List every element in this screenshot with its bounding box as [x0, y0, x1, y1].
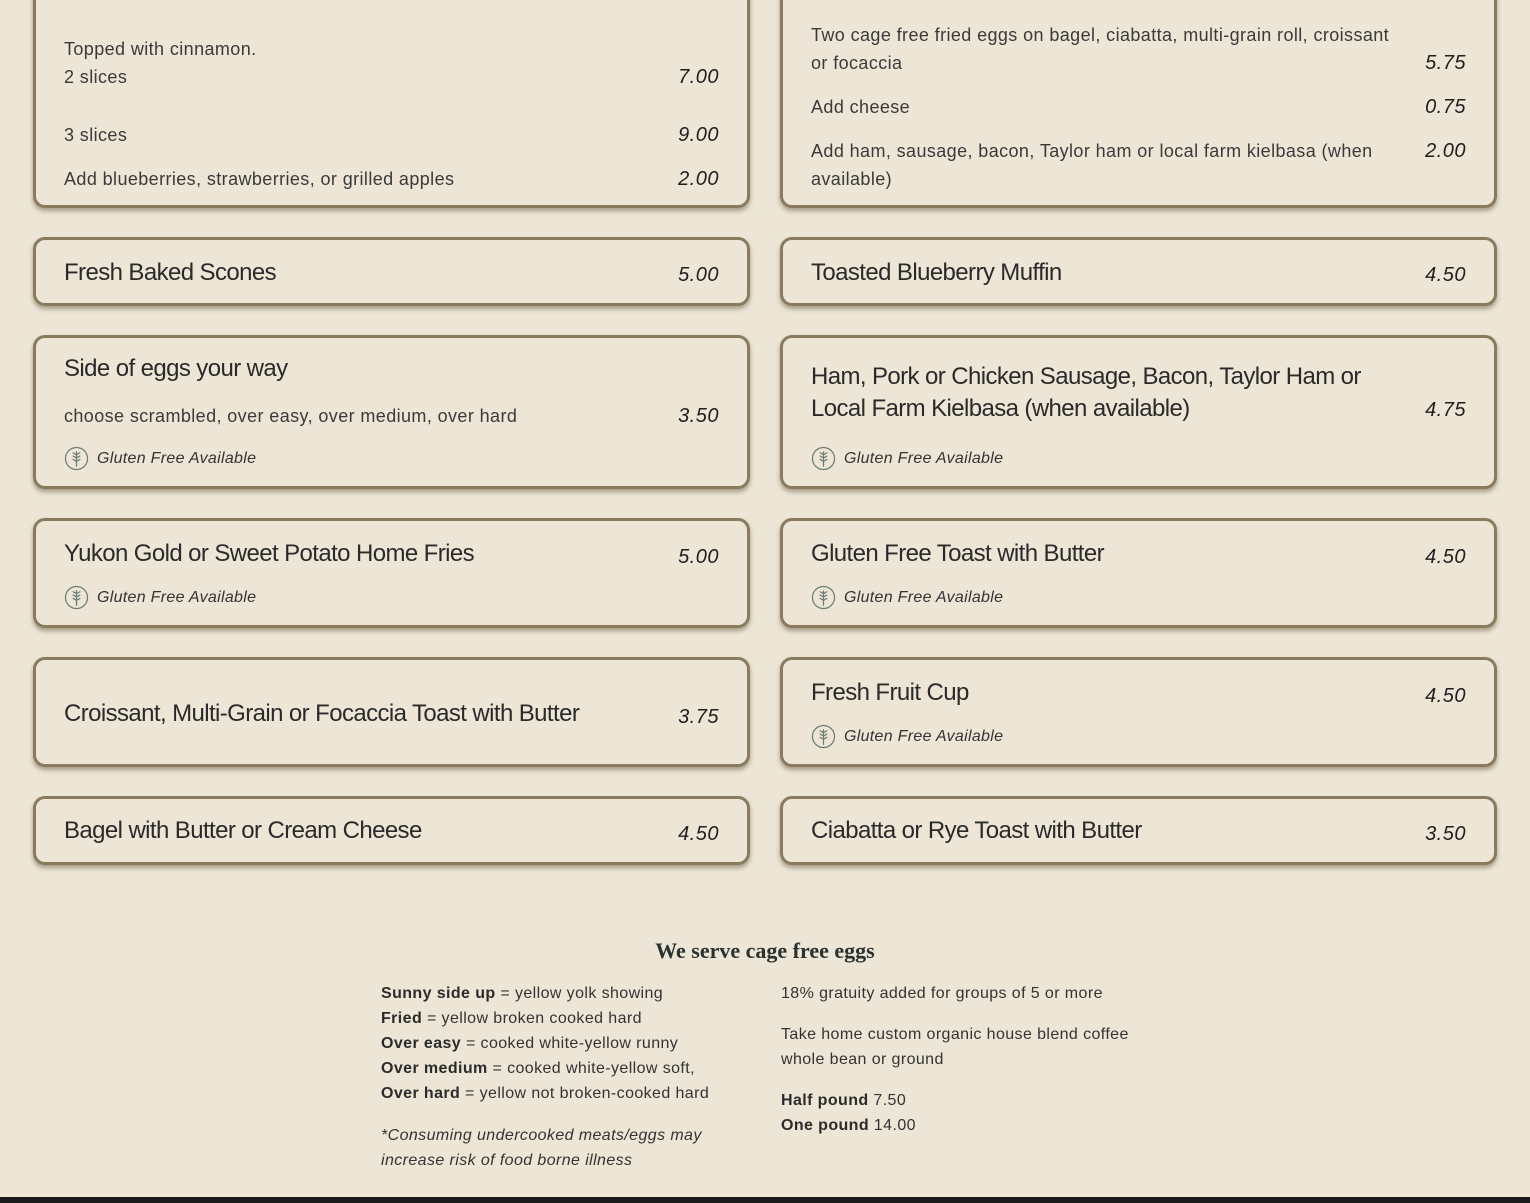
coffee-note: Take home custom organic house blend coffee whole bean or ground: [781, 1026, 1129, 1068]
option-price: 7.00: [678, 66, 719, 88]
egg-style-def: = cooked white-yellow soft,: [487, 1060, 695, 1077]
option-label: Add cheese: [811, 97, 911, 117]
item-price: 5.00: [678, 264, 719, 286]
item-title: Yukon Gold or Sweet Potato Home Fries: [64, 540, 475, 567]
gluten-free-badge: [64, 585, 256, 610]
item-price: 4.50: [1425, 546, 1466, 568]
gluten-free-badge: [64, 446, 256, 471]
item-price: 5.00: [678, 546, 719, 568]
menu-card-meats: [780, 335, 1497, 489]
egg-style-row: [381, 1006, 741, 1031]
menu-card-ciabatta: [780, 796, 1497, 865]
gluten-free-badge: [811, 585, 1003, 610]
item-note: Topped with cinnamon.: [64, 39, 257, 59]
item-price: 4.75: [1425, 399, 1466, 421]
menu-card-gf-toast: [780, 518, 1497, 628]
item-title: Bagel with Butter or Cream Cheese: [64, 817, 422, 844]
coffee-size: Half pound: [781, 1092, 869, 1109]
item-title: Toasted Blueberry Muffin: [811, 259, 1062, 286]
menu-card-home-fries: [33, 518, 750, 628]
wheat-icon: [811, 585, 836, 610]
item-price: 4.50: [1425, 264, 1466, 286]
item-price: 4.50: [1425, 685, 1466, 707]
wheat-icon: [811, 724, 836, 749]
egg-style-term: Over medium: [381, 1060, 488, 1077]
item-title: Ciabatta or Rye Toast with Butter: [811, 817, 1142, 844]
egg-style-term: Fried: [381, 1010, 423, 1027]
item-title: Side of eggs your way: [64, 355, 288, 382]
gluten-free-label: Gluten Free Available: [844, 727, 1004, 745]
item-title: Gluten Free Toast with Butter: [811, 540, 1104, 567]
egg-style-row: [381, 1081, 741, 1106]
menu-card-french-toast: [33, 0, 750, 208]
wheat-icon: [64, 585, 89, 610]
item-title: Croissant, Multi-Grain or Focaccia Toast with Butter: [64, 700, 580, 727]
wheat-icon: [64, 446, 89, 471]
option-price: 2.00: [678, 168, 719, 190]
option-price: 5.75: [1425, 52, 1466, 74]
option-price: 2.00: [1425, 140, 1466, 162]
menu-card-muffin: [780, 237, 1497, 306]
egg-style-def: = yellow yolk showing: [495, 985, 664, 1002]
menu-card-eggs: [33, 335, 750, 489]
option-label: Add blueberries, strawberries, or grilled apples: [64, 169, 455, 189]
wheat-icon: [811, 446, 836, 471]
egg-style-term: Over hard: [381, 1085, 461, 1102]
egg-style-def: = cooked white-yellow runny: [461, 1035, 679, 1052]
gluten-free-label: Gluten Free Available: [844, 449, 1004, 467]
menu-card-egg-sandwich: [780, 0, 1497, 208]
egg-style-row: [381, 981, 741, 1006]
item-price: 3.50: [678, 405, 719, 427]
coffee-price: 7.50: [868, 1092, 907, 1109]
menu-card-bagel: [33, 796, 750, 865]
option-label: 2 slices: [64, 67, 128, 87]
coffee-size: One pound: [781, 1117, 870, 1134]
menu-card-croissant-toast: [33, 657, 750, 767]
coffee-price-row: [781, 1088, 1161, 1113]
gluten-free-badge: [811, 724, 1003, 749]
egg-style-def: = yellow not broken-cooked hard: [460, 1085, 710, 1102]
egg-style-row: [381, 1031, 741, 1056]
item-price: 4.50: [678, 823, 719, 845]
coffee-price-row: [781, 1113, 1161, 1138]
option-label: Two cage free fried eggs on bagel, ciabatta, multi-grain roll, croissant or focaccia: [811, 25, 1390, 73]
option-label: Add ham, sausage, bacon, Taylor ham or local farm kielbasa (when available): [811, 141, 1373, 189]
item-title: Fresh Baked Scones: [64, 259, 276, 286]
gratuity-note: 18% gratuity added for groups of 5 or more: [781, 985, 1103, 1002]
menu-card-fruit-cup: [780, 657, 1497, 767]
egg-styles-list: [381, 981, 741, 1106]
option-label: 3 slices: [64, 125, 128, 145]
item-title: Fresh Fruit Cup: [811, 679, 969, 706]
egg-style-term: Sunny side up: [381, 985, 496, 1002]
option-price: 0.75: [1425, 96, 1466, 118]
egg-style-term: Over easy: [381, 1035, 462, 1052]
gluten-free-label: Gluten Free Available: [844, 588, 1004, 606]
gluten-free-label: Gluten Free Available: [97, 449, 257, 467]
gluten-free-label: Gluten Free Available: [97, 588, 257, 606]
coffee-price: 14.00: [869, 1117, 916, 1134]
option-price: 9.00: [678, 124, 719, 146]
item-price: 3.50: [1425, 823, 1466, 845]
coffee-prices: [781, 1088, 1161, 1138]
egg-style-row: [381, 1056, 741, 1081]
gluten-free-badge: [811, 446, 1003, 471]
egg-style-def: = yellow broken cooked hard: [422, 1010, 642, 1027]
item-price: 3.75: [678, 706, 719, 728]
bottom-bar: [0, 1197, 1530, 1203]
footer-title: We serve cage free eggs: [655, 938, 875, 963]
item-title: Ham, Pork or Chicken Sausage, Bacon, Taylor Ham or Local Farm Kielbasa (when available): [811, 363, 1361, 422]
item-description: choose scrambled, over easy, over medium, over hard: [64, 406, 518, 426]
health-warning: *Consuming undercooked meats/eggs may increase risk of food borne illness: [381, 1127, 702, 1169]
menu-card-scones: [33, 237, 750, 306]
